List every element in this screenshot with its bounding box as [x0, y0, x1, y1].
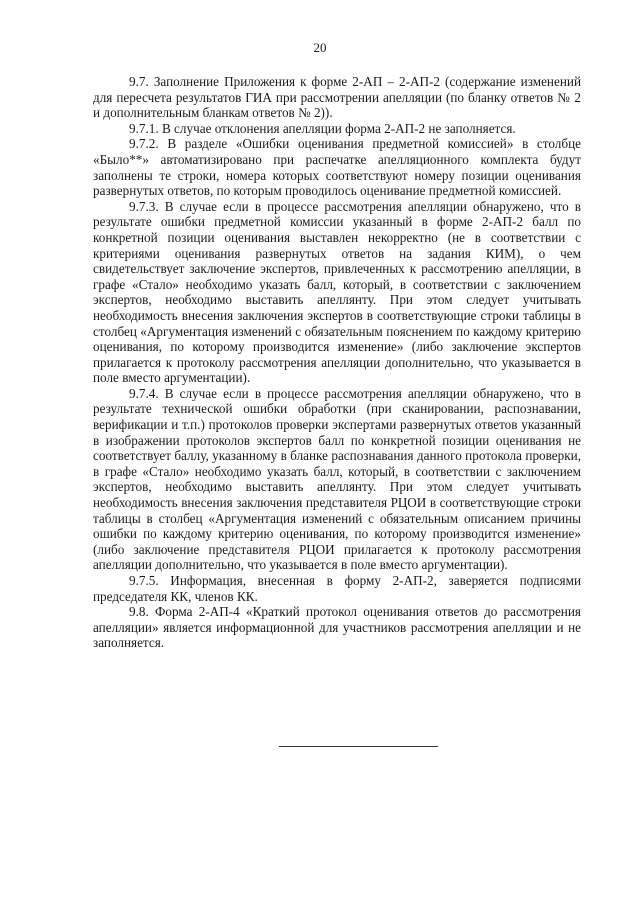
paragraph-9-7-3: 9.7.3. В случае если в процессе рассмотрения апелляции обнаружено, что в результате ошибки предметной комиссии указанный в форме 2-АП-2 балл по конкретной позиции оценивания выставлен некорректно (не в соответствии с критериями оценивания развернутых ответов на задания КИМ), о чем свидетельствует заключение экспертов, привлеченных к рассмотрению апелляции, в графе «Стало» необходимо указать балл, который, в соответствии с заключением экспертов, необходимо выставить апеллянту. При этом следует учитывать необходимость внесения заключения экспертов в соответствующие строки таблицы в столбец «Аргументация изменений с обязательным пояснением по каждому критерию оценивания, по которому производится изменение» (либо заключение экспертов прилагается к протоколу рассмотрения апелляции дополнительно, что указывается в поле вместо аргументации).	[93, 198, 581, 386]
paragraph-9-8: 9.8. Форма 2-АП-4 «Краткий протокол оценивания ответов до рассмотрения апелляции» является информационной для участников рассмотрения апелляции и не заполняется.	[93, 604, 581, 651]
paragraph-9-7-1: 9.7.1. В случае отклонения апелляции форма 2-АП-2 не заполняется.	[129, 120, 516, 136]
paragraph-9-7-5: 9.7.5. Информация, внесенная в форму 2-АП-2, заверяется подписями председателя КК, членов КК.	[93, 573, 581, 604]
page-number: 20	[313, 40, 327, 55]
paragraph-9-7: 9.7. Заполнение Приложения к форме 2-АП – 2-АП-2 (содержание изменений для пересчета результатов ГИА при рассмотрении апелляции (по бланку ответов № 2 и дополнительным бланкам ответов № 2)).	[93, 74, 581, 121]
end-divider	[279, 746, 438, 747]
document-body	[93, 74, 581, 651]
paragraph-9-7-4: 9.7.4. В случае если в процессе рассмотрения апелляции обнаружено, что в результате технической ошибки обработки (при сканировании, распознавании, верификации и т.п.) протоколов проверки экспертами развернутых ответов указанный в изображении протоколов экспертов балл по конкретной позиции оценивания не соответствует баллу, указанному в бланке распознавания данного протокола проверки, в графе «Стало» необходимо указать балл, который, в соответствии с заключением экспертов, необходимо выставить апеллянту. При этом следует учитывать необходимость внесения заключения представителя РЦОИ в соответствующие строки таблицы в столбец «Аргументация изменений с обязательным описанием причины ошибки по каждому критерию оценивания, по которому производится изменение» (либо заключение представителя РЦОИ прилагается к протоколу рассмотрения апелляции дополнительно, что указывается в поле вместо аргументации).	[93, 385, 581, 573]
paragraph-9-7-2: 9.7.2. В разделе «Ошибки оценивания предметной комиссией» в столбце «Было**» автоматизировано при распечатке апелляционного комплекта будут заполнены те строки, номера которых соответствуют номеру позиции оценивания развернутых ответов, по которым проводилось оценивание предметной комиссией.	[93, 136, 581, 199]
